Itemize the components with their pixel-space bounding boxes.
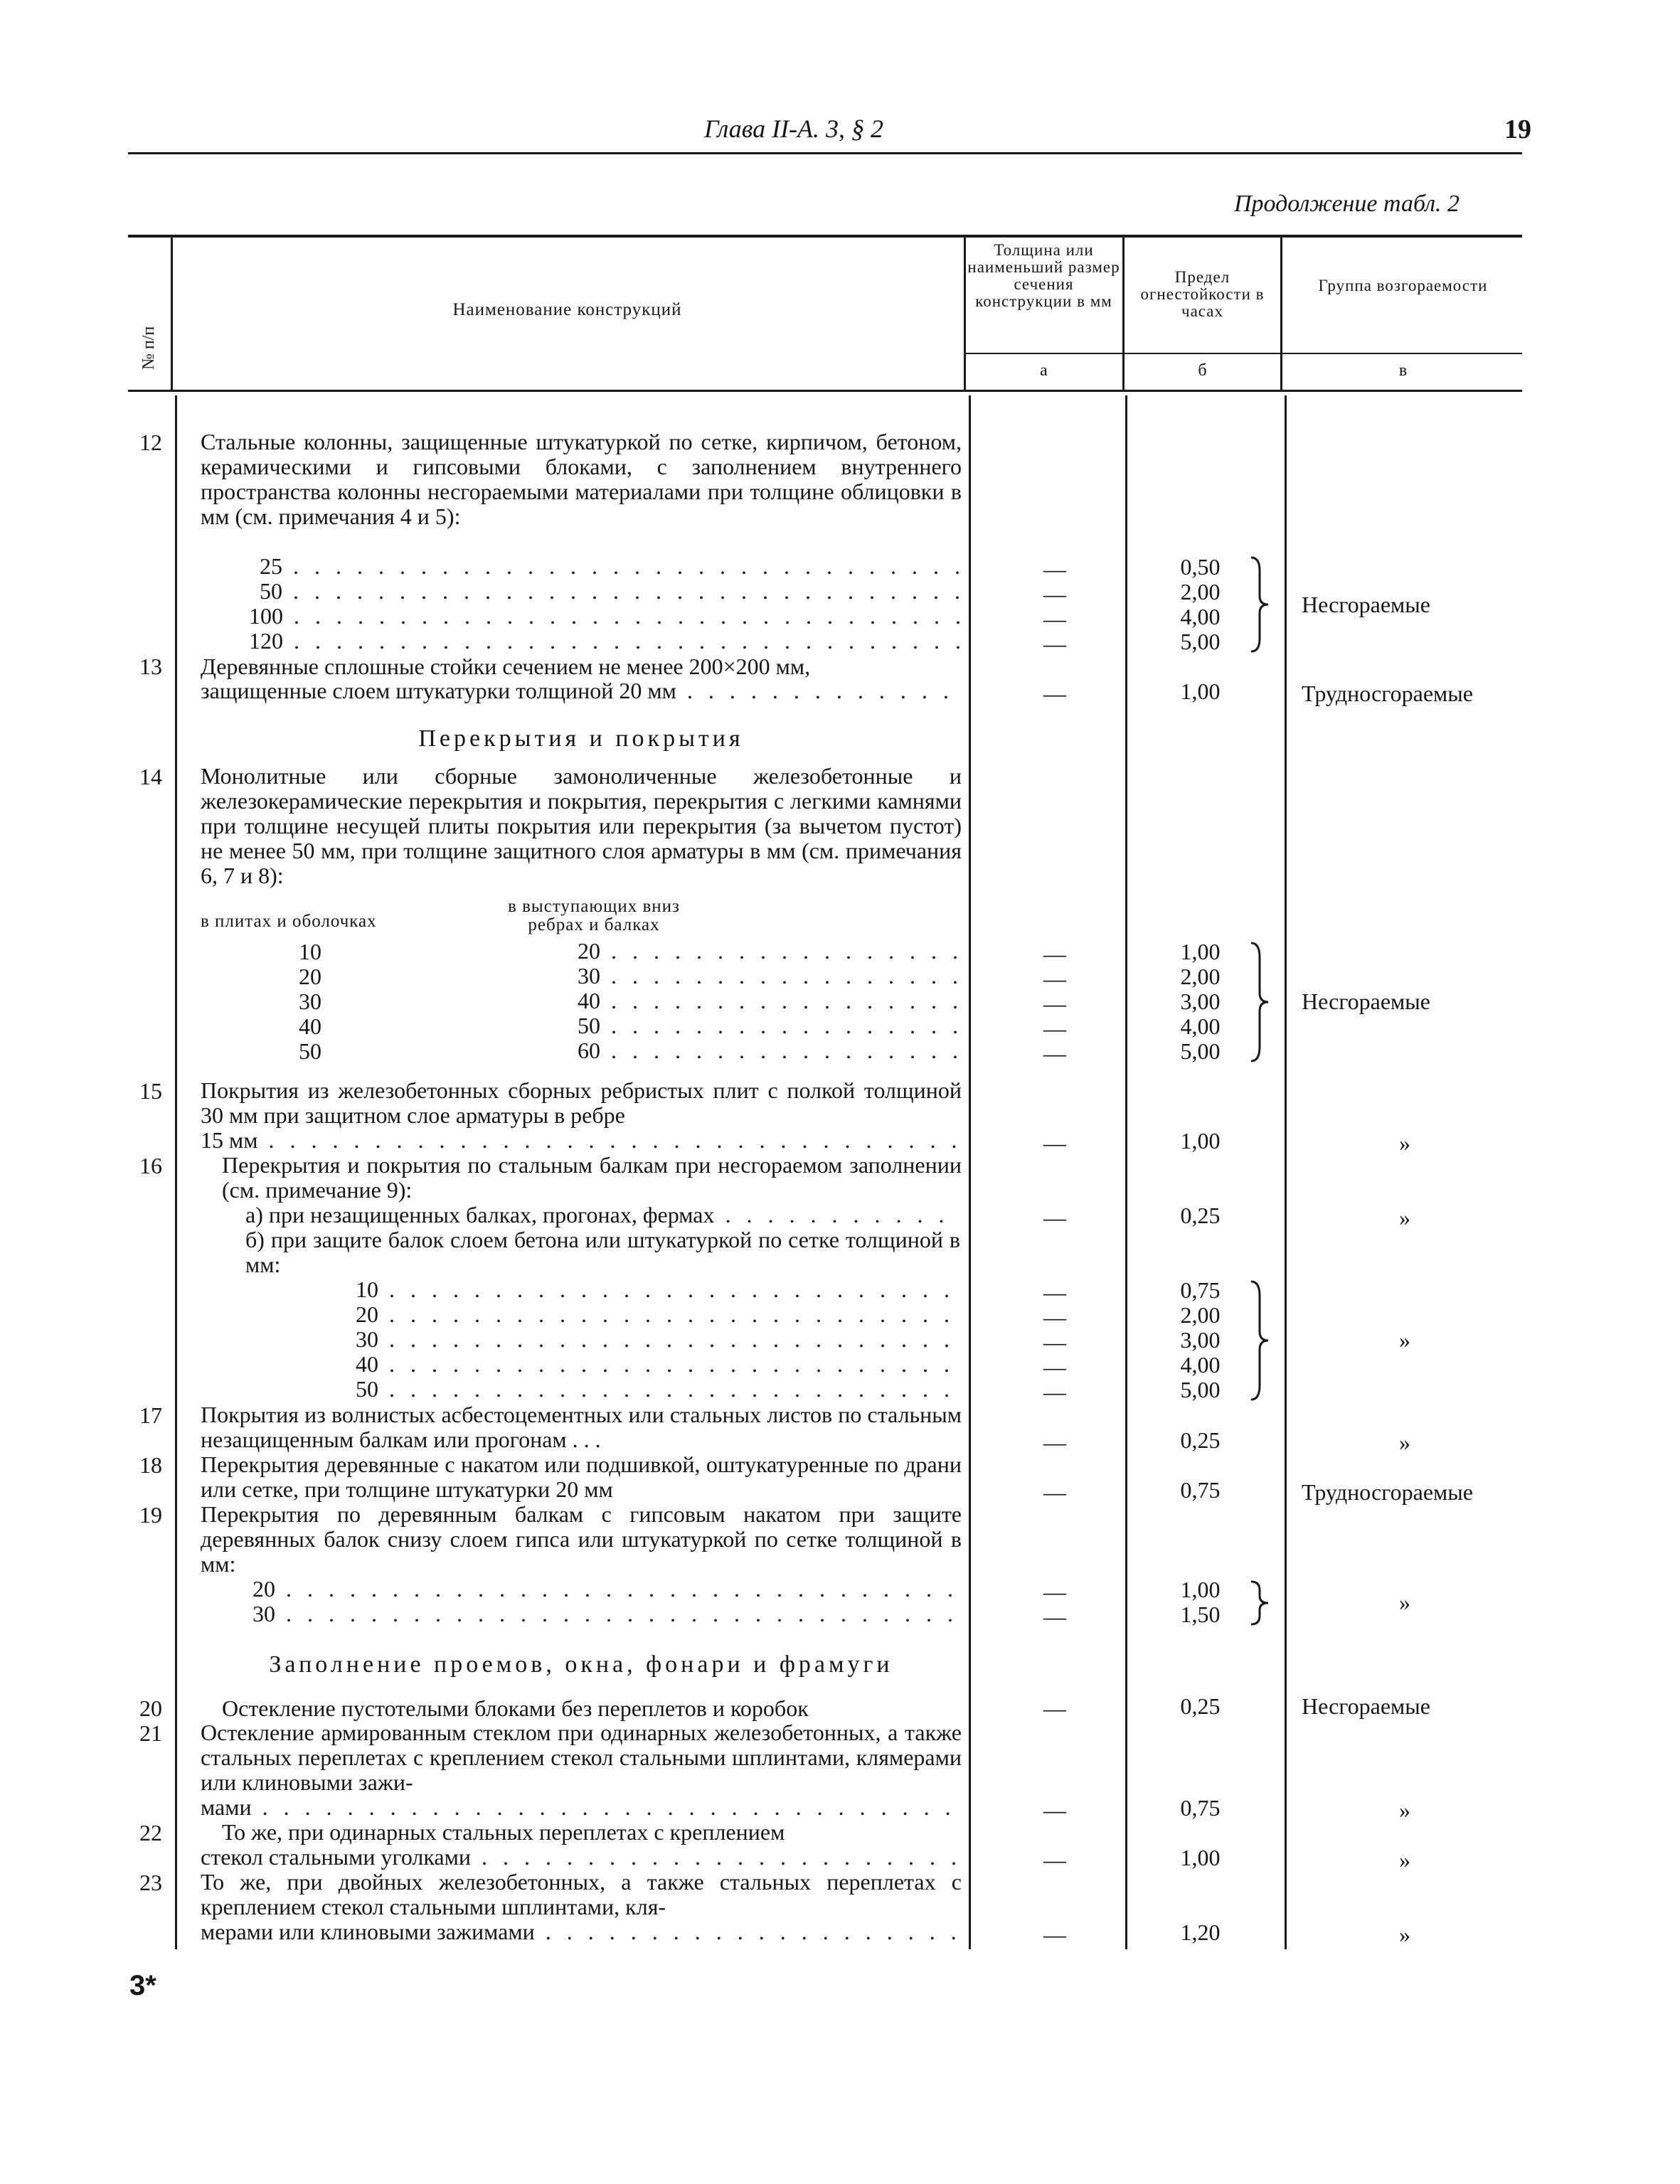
group-label: Несгораемые — [1302, 592, 1430, 617]
row-number: 19 — [139, 1502, 162, 1528]
list-item: 30 . . . — [252, 1602, 960, 1626]
table-top-rule — [128, 235, 1522, 238]
dash: — — [1043, 1922, 1066, 1947]
list-item: 10 . . . — [356, 1277, 960, 1302]
dash: — — [1043, 1279, 1066, 1305]
dash: — — [1043, 941, 1066, 966]
dash: — — [1043, 1429, 1066, 1455]
group-label: » — [1399, 1130, 1410, 1156]
list-item: 20 — [299, 964, 321, 989]
row-text: Покрытия из железобетонных сборных ребристых плит с полкой толщиной 30 мм при защитном слое арматуры в ребре — [201, 1077, 962, 1128]
list-item: 20 . . . — [578, 939, 960, 964]
list-item: 40 . . . — [356, 1352, 960, 1377]
dash: — — [1043, 1329, 1066, 1355]
list-item: 10 — [299, 939, 321, 964]
dash: — — [1043, 581, 1066, 607]
sublabel-ribs: в выступающих вниз ребрах и балках — [508, 897, 680, 934]
dash: — — [1043, 556, 1066, 582]
value: 4,00 — [1180, 604, 1221, 629]
value: 1,50 — [1180, 1602, 1221, 1627]
body-col-divider — [175, 395, 177, 1949]
value: 0,25 — [1180, 1427, 1221, 1453]
subheader-rule — [965, 353, 1522, 354]
value: 5,00 — [1180, 1377, 1221, 1402]
row-number: 21 — [139, 1720, 162, 1746]
dash: — — [1043, 606, 1066, 632]
row-number: 17 — [139, 1402, 162, 1428]
row-text: Перекрытия и покрытия по стальным балкам при несгораемом заполнении (см. примечание 9): — [222, 1152, 962, 1203]
value: 1,00 — [1180, 678, 1221, 704]
sublabel-slabs: в плитах и оболочках — [201, 912, 377, 931]
right-brace-icon — [1248, 1579, 1272, 1627]
col-a-header: Толщина или наименьший размер сечения конструкции в мм — [967, 241, 1120, 310]
list-item: 50 — [299, 1038, 321, 1064]
list-item: 50 . . . — [578, 1013, 960, 1038]
value: 2,00 — [1180, 1302, 1221, 1328]
row-text: Перекрытия деревянные с накатом или подшивкой, оштукатуренные по драни или сетке, при толщине штукатурки 20 мм — [201, 1451, 962, 1502]
dash: — — [1043, 1130, 1066, 1156]
row-text: Перекрытия по деревянным балкам с гипсовым накатом при защите деревянных балок снизу слоем гипса или штукатуркой по сетке толщиной в мм: — [201, 1501, 962, 1577]
header-rule — [128, 152, 1522, 154]
group-label: » — [1399, 1847, 1410, 1873]
footer-signature-mark: 3* — [129, 1970, 156, 2001]
body-col-divider — [1285, 395, 1287, 1949]
row-number: 18 — [139, 1452, 162, 1478]
dash: — — [1043, 1205, 1066, 1230]
row-number: 13 — [139, 654, 162, 679]
dash: — — [1043, 991, 1066, 1016]
row-text: То же, при двойных железобетонных, а также стальных переплетах с креплением стекол стальными шплинтами, кля- — [201, 1869, 962, 1919]
list-item: 120 . . . — [249, 629, 960, 654]
row-text-lead: мами . . . — [201, 1795, 960, 1820]
row-text: Покрытия из волнистых асбестоцементных или стальных листов по стальным незащищенным балкам или прогонам . . . — [201, 1402, 962, 1452]
col-divider — [1280, 238, 1282, 390]
list-item: 50 . . . — [356, 1377, 960, 1402]
list-item: 20 . . . — [252, 1577, 960, 1602]
col-name-header: Наименование конструкций — [452, 300, 682, 319]
right-brace-icon — [1248, 1279, 1272, 1402]
value: 0,75 — [1180, 1277, 1221, 1303]
col-divider — [1122, 238, 1125, 390]
group-label: » — [1399, 1922, 1410, 1947]
value: 1,00 — [1180, 1845, 1221, 1870]
value: 5,00 — [1180, 1038, 1221, 1064]
body-col-divider — [1125, 395, 1127, 1949]
value: 0,25 — [1180, 1203, 1221, 1228]
list-item: 60 . . . — [578, 1038, 960, 1063]
list-item: 30 — [299, 989, 321, 1014]
right-brace-icon — [1248, 555, 1272, 654]
dash: — — [1043, 1695, 1066, 1721]
dash: — — [1043, 1354, 1066, 1380]
group-label: » — [1399, 1589, 1410, 1615]
list-item: 20 . . . — [356, 1302, 960, 1327]
dash: — — [1043, 966, 1066, 991]
list-item: 40 — [299, 1013, 321, 1039]
section-heading: Перекрытия и покрытия — [418, 725, 744, 752]
value: 4,00 — [1180, 1013, 1221, 1039]
dash: — — [1043, 1379, 1066, 1405]
row-text: Деревянные сплошные стойки сечением не менее 200×200 мм, — [201, 654, 811, 679]
row-text: Стальные колонны, защищенные штукатуркой по сетке, кирпичом, бетоном, керамическими и гипсовыми блоками, с заполнением внутреннего пространства колонны несгораемыми материалами при толщине облицовки в мм (см. примечания 4 и 5): — [201, 429, 962, 529]
group-label: Несгораемые — [1302, 989, 1430, 1014]
sub-c-label: в — [1398, 361, 1408, 380]
list-item: 100 . . . — [249, 604, 960, 629]
group-label: » — [1399, 1797, 1410, 1823]
col-b-header: Предел огнестойкости в часах — [1140, 268, 1265, 320]
row-number: 15 — [139, 1078, 162, 1104]
right-brace-icon — [1248, 940, 1272, 1064]
group-label: » — [1399, 1205, 1410, 1230]
dash: — — [1043, 1016, 1066, 1041]
value: 2,00 — [1180, 579, 1221, 604]
value: 3,00 — [1180, 989, 1221, 1014]
list-item: 50 . . . — [260, 579, 960, 604]
row-text: То же, при одинарных стальных переплетах с креплением — [222, 1819, 785, 1845]
group-label: Трудносгораемые — [1302, 1479, 1473, 1505]
body-col-divider — [969, 395, 971, 1949]
row-text-lead: стекол стальными уголками . . . — [201, 1845, 960, 1870]
section-heading: Заполнение проемов, окна, фонари и фрамуги — [269, 1651, 893, 1678]
value: 5,00 — [1180, 629, 1221, 654]
continuation-label: Продолжение табл. 2 — [1234, 191, 1460, 217]
dash: — — [1043, 1604, 1066, 1629]
col-divider — [964, 238, 966, 390]
list-item: 40 . . . — [578, 989, 960, 1013]
group-label: Несгораемые — [1302, 1693, 1430, 1719]
row-text-lead: мерами или клиновыми зажимами . . . — [201, 1919, 960, 1944]
dash: — — [1043, 1579, 1066, 1604]
row-number: 20 — [139, 1695, 162, 1721]
col-divider — [171, 238, 173, 390]
row-number: 12 — [139, 430, 162, 455]
dash: — — [1043, 681, 1066, 706]
value: 1,20 — [1180, 1919, 1221, 1945]
value: 1,00 — [1180, 939, 1221, 964]
row-number: 22 — [139, 1820, 162, 1845]
list-item: 25 . . . — [260, 554, 960, 579]
value: 0,75 — [1180, 1477, 1221, 1503]
row-text-lead: защищенные слоем штукатурки толщиной 20 мм . . . — [201, 678, 960, 703]
sub-a-label: а — [1040, 361, 1048, 380]
col-num-header: № п/п — [139, 326, 158, 370]
dash: — — [1043, 1479, 1066, 1505]
value: 1,00 — [1180, 1577, 1221, 1602]
table-header-rule — [128, 390, 1522, 392]
page-number: 19 — [1504, 114, 1531, 144]
group-label: » — [1399, 1429, 1410, 1455]
row-number: 23 — [139, 1870, 162, 1895]
list-item: 30 . . . — [578, 964, 960, 989]
dash: — — [1043, 631, 1066, 656]
row-text: Монолитные или сборные замоноличенные железобетонные и железокерамические перекрытия и покрытия, перекрытия с легкими камнями при толщине несущей плиты покрытия или перекрытия (за вычетом пустот) не менее 50 мм, при толщине защитного слоя арматуры в мм (см. примечания 6, 7 и 8): — [201, 763, 962, 888]
list-item: 30 . . . — [356, 1327, 960, 1352]
dash: — — [1043, 1040, 1066, 1066]
chapter-heading: Глава II-А. 3, § 2 — [704, 114, 884, 143]
value: 2,00 — [1180, 964, 1221, 989]
row-text-lead: 15 мм . . . — [201, 1128, 960, 1153]
row-number: 16 — [139, 1153, 162, 1178]
value: 0,25 — [1180, 1693, 1221, 1719]
value: 1,00 — [1180, 1128, 1221, 1154]
row-number: 14 — [139, 764, 162, 789]
row-text: Остекление армированным стеклом при одинарных железобетонных, а также стальных переплетах с креплением стекол стальными шплинтами, клямерами или клиновыми зажи- — [201, 1720, 962, 1795]
dash: — — [1043, 1847, 1066, 1873]
value: 0,50 — [1180, 554, 1221, 580]
row-text: Остекление пустотелыми блоками без переплетов и коробок — [222, 1695, 809, 1721]
value: 4,00 — [1180, 1352, 1221, 1378]
group-label: Трудносгораемые — [1302, 681, 1473, 706]
col-c-header: Группа возгораемости — [1318, 277, 1488, 294]
value: 0,75 — [1180, 1795, 1221, 1821]
sub-b-label: б — [1198, 361, 1207, 380]
value: 3,00 — [1180, 1327, 1221, 1353]
dash: — — [1043, 1797, 1066, 1823]
group-label: » — [1399, 1327, 1410, 1353]
subitem-a: а) при незащищенных балках, прогонах, фермах . . . — [245, 1203, 960, 1227]
dash: — — [1043, 1304, 1066, 1330]
subitem-b: б) при защите балок слоем бетона или штукатуркой по сетке толщиной в мм: — [245, 1227, 960, 1277]
